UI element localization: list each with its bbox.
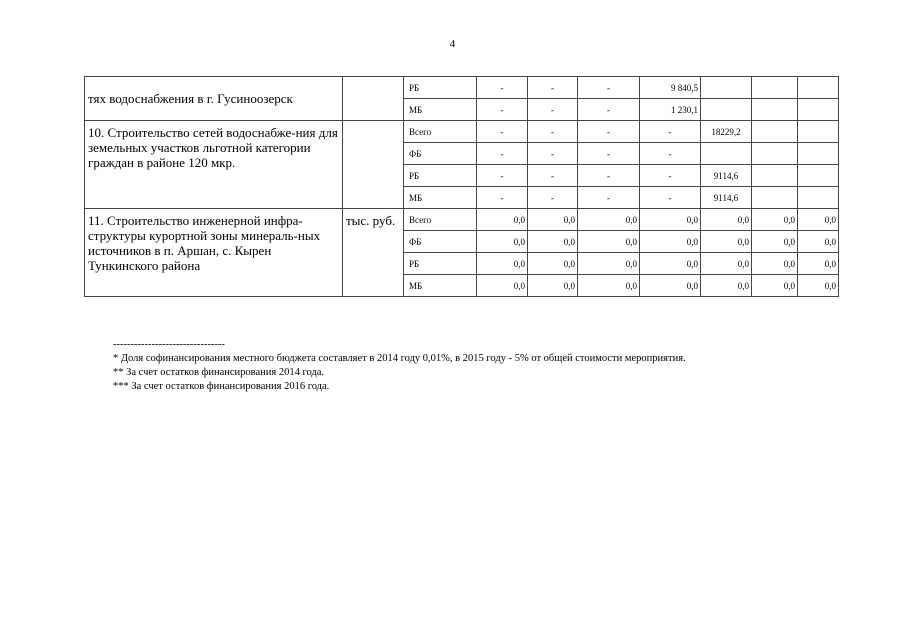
value-cell: - bbox=[578, 165, 640, 187]
value-cell bbox=[701, 77, 752, 99]
value-cell bbox=[752, 187, 798, 209]
footnote-separator: -------------------------------- bbox=[113, 339, 225, 350]
value-cell: 0,0 bbox=[752, 231, 798, 253]
value-cell: - bbox=[477, 121, 528, 143]
value-cell: - bbox=[640, 121, 701, 143]
value-cell: 18229,2 bbox=[701, 121, 752, 143]
value-cell: - bbox=[640, 165, 701, 187]
footnote-1: * Доля софинансирования местного бюджета составляет в 2014 году 0,01%, в 2015 году - 5% от общей стоимости мероприятия. bbox=[113, 353, 686, 364]
source-cell: РБ bbox=[404, 165, 477, 187]
value-cell: - bbox=[477, 143, 528, 165]
value-cell: 0,0 bbox=[752, 253, 798, 275]
value-cell bbox=[752, 121, 798, 143]
value-cell: 0,0 bbox=[477, 231, 528, 253]
value-cell: 0,0 bbox=[640, 253, 701, 275]
value-cell: 0,0 bbox=[477, 209, 528, 231]
value-cell: 0,0 bbox=[578, 253, 640, 275]
value-cell: - bbox=[528, 121, 578, 143]
financing-table bbox=[84, 76, 839, 297]
value-cell bbox=[798, 77, 839, 99]
unit-cell bbox=[343, 77, 404, 121]
value-cell: - bbox=[578, 143, 640, 165]
source-cell: МБ bbox=[404, 187, 477, 209]
value-cell: 0,0 bbox=[701, 275, 752, 297]
value-cell: - bbox=[477, 99, 528, 121]
value-cell: 0,0 bbox=[528, 275, 578, 297]
source-cell: Всего bbox=[404, 121, 477, 143]
value-cell bbox=[752, 77, 798, 99]
value-cell: 0,0 bbox=[798, 275, 839, 297]
footnotes bbox=[113, 338, 686, 394]
value-cell: 0,0 bbox=[701, 209, 752, 231]
value-cell: 0,0 bbox=[798, 231, 839, 253]
activity-name-cell: 10. Строительство сетей водоснабже-ния для земельных участков льготной категории граждан в районе 120 мкр. bbox=[85, 121, 343, 209]
value-cell: - bbox=[477, 77, 528, 99]
value-cell: - bbox=[477, 187, 528, 209]
page-number: 4 bbox=[449, 38, 456, 50]
value-cell: 1 230,1 bbox=[640, 99, 701, 121]
value-cell: - bbox=[578, 99, 640, 121]
source-cell: МБ bbox=[404, 99, 477, 121]
value-cell: 0,0 bbox=[701, 231, 752, 253]
value-cell: - bbox=[528, 77, 578, 99]
value-cell: 0,0 bbox=[578, 275, 640, 297]
source-cell: РБ bbox=[404, 77, 477, 99]
value-cell: 0,0 bbox=[477, 253, 528, 275]
value-cell: 0,0 bbox=[528, 231, 578, 253]
source-cell: ФБ bbox=[404, 143, 477, 165]
value-cell: 0,0 bbox=[640, 275, 701, 297]
value-cell: 0,0 bbox=[798, 209, 839, 231]
footnote-3: *** За счет остатков финансирования 2016 года. bbox=[113, 381, 330, 392]
value-cell: - bbox=[528, 165, 578, 187]
footnote-2: ** За счет остатков финансирования 2014 года. bbox=[113, 367, 325, 378]
value-cell bbox=[752, 99, 798, 121]
value-cell: 0,0 bbox=[528, 253, 578, 275]
value-cell bbox=[752, 165, 798, 187]
source-cell: ФБ bbox=[404, 231, 477, 253]
value-cell bbox=[798, 165, 839, 187]
value-cell: - bbox=[578, 77, 640, 99]
source-cell: Всего bbox=[404, 209, 477, 231]
table-row bbox=[85, 209, 839, 231]
value-cell bbox=[798, 143, 839, 165]
value-cell: 0,0 bbox=[640, 231, 701, 253]
table-row bbox=[85, 77, 839, 99]
value-cell bbox=[701, 99, 752, 121]
value-cell: 9 840,5 bbox=[640, 77, 701, 99]
activity-name-cell: 11. Строительство инженерной инфра-структуры курортной зоны минераль-ных источников в п. Аршан, с. Кырен Тункинского района bbox=[85, 209, 343, 297]
value-cell: - bbox=[477, 165, 528, 187]
value-cell: 0,0 bbox=[752, 275, 798, 297]
value-cell bbox=[701, 143, 752, 165]
value-cell: 0,0 bbox=[477, 275, 528, 297]
value-cell: 0,0 bbox=[528, 209, 578, 231]
source-cell: МБ bbox=[404, 275, 477, 297]
value-cell bbox=[798, 99, 839, 121]
value-cell: 0,0 bbox=[798, 253, 839, 275]
unit-cell bbox=[343, 121, 404, 209]
value-cell: 0,0 bbox=[578, 209, 640, 231]
table-row bbox=[85, 121, 839, 143]
value-cell: 9114,6 bbox=[701, 187, 752, 209]
value-cell: - bbox=[578, 121, 640, 143]
value-cell: 9114,6 bbox=[701, 165, 752, 187]
value-cell: 0,0 bbox=[578, 231, 640, 253]
source-cell: РБ bbox=[404, 253, 477, 275]
activity-name-cell: тях водоснабжения в г. Гусиноозерск bbox=[85, 77, 343, 121]
value-cell: - bbox=[528, 99, 578, 121]
value-cell bbox=[798, 121, 839, 143]
value-cell: - bbox=[578, 187, 640, 209]
unit-cell: тыс. руб. bbox=[343, 209, 404, 297]
value-cell: - bbox=[640, 187, 701, 209]
value-cell: 0,0 bbox=[752, 209, 798, 231]
value-cell bbox=[798, 187, 839, 209]
value-cell bbox=[752, 143, 798, 165]
value-cell: - bbox=[528, 187, 578, 209]
value-cell: - bbox=[528, 143, 578, 165]
value-cell: - bbox=[640, 143, 701, 165]
value-cell: 0,0 bbox=[640, 209, 701, 231]
value-cell: 0,0 bbox=[701, 253, 752, 275]
